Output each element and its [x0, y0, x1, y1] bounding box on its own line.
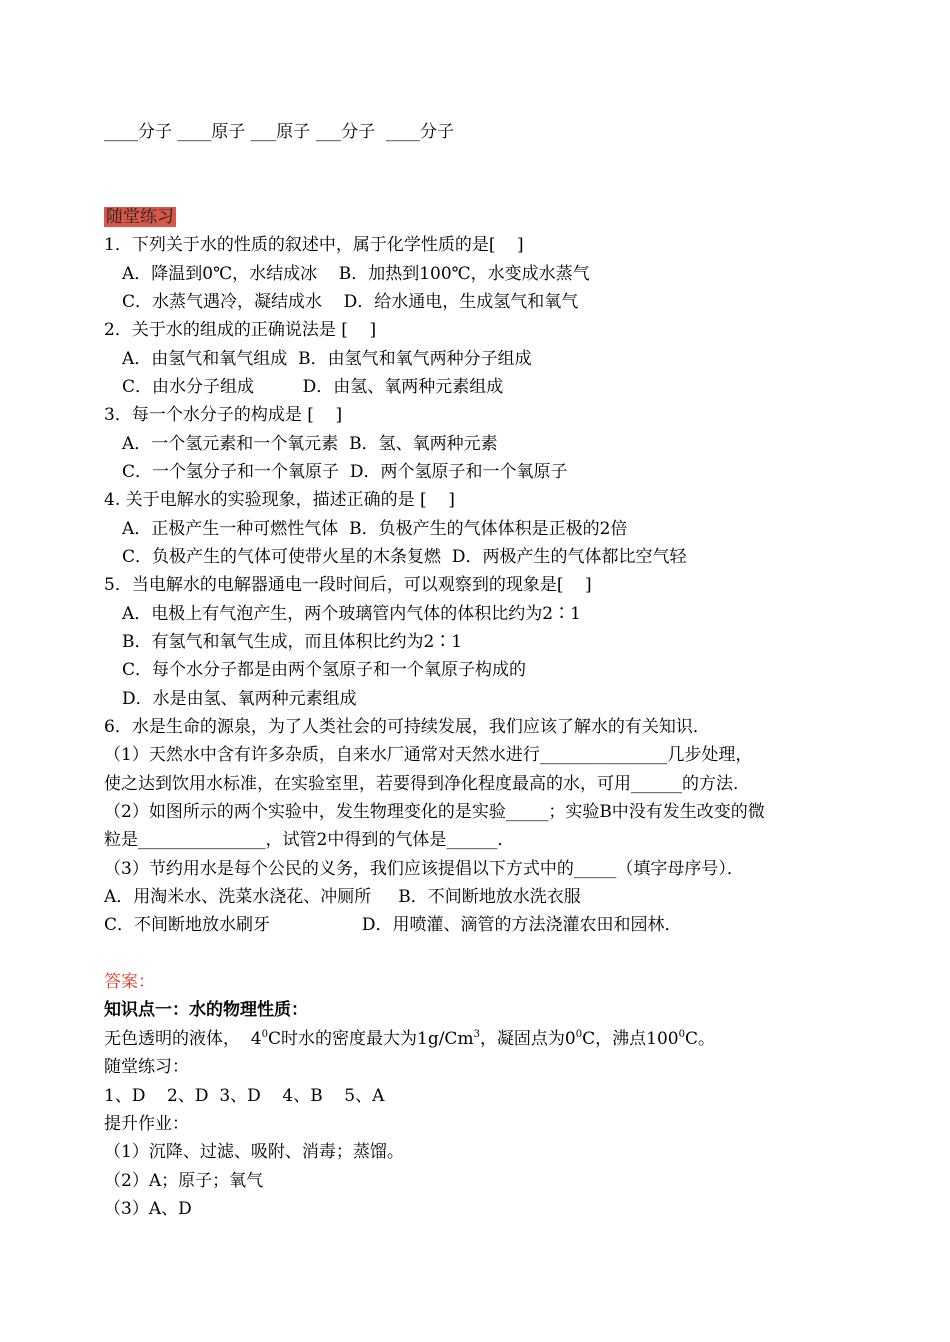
question-option: C．一个氢分子和一个氧原子 D．两个氢原子和一个氧原子	[122, 462, 568, 482]
knowledge-point-title: 知识点一：水的物理性质：	[104, 1000, 308, 1020]
top-blanks-line: ____分子 ____原子 ___原子 ___分子 ____分子	[104, 122, 455, 142]
answers-heading: 答案：	[104, 972, 155, 992]
kp-text: C，沸点100	[582, 1029, 679, 1049]
question-6-options-cd: C．不间断地放水刷牙 D．用喷灌、滴管的方法浇灌农田和园林．	[104, 915, 682, 935]
kp-text: C。	[684, 1029, 715, 1049]
question-option: C．水蒸气遇冷，凝结成水 D．给水通电，生成氢气和氧气	[122, 292, 579, 312]
question-6-part1-cont: 使之达到饮用水标准，在实验室里，若要得到净化程度最高的水，可用______的方法．	[104, 774, 750, 794]
homework-answer: （2）A；原子；氧气	[104, 1171, 264, 1191]
question-option: C．每个水分子都是由两个氢原子和一个氧原子构成的	[122, 660, 527, 680]
knowledge-point-text	[104, 1027, 715, 1051]
question-6-stem: 6．水是生命的源泉，为了人类社会的可持续发展，我们应该了解水的有关知识．	[104, 717, 710, 737]
question-option: C．由水分子组成 D．由氢、氧两种元素组成	[122, 377, 504, 397]
question-6-part3: （3）节约用水是每个公民的义务，我们应该提倡以下方式中的_____（填字母序号）．	[104, 859, 744, 879]
kp-superscript: 0	[575, 1029, 583, 1040]
question-stem: 3．每一个水分子的构成是 [ ]	[104, 405, 343, 425]
question-option: A．一个氢元素和一个氧元素 B．氢、氧两种元素	[122, 434, 498, 454]
question-stem: 1．下列关于水的性质的叙述中，属于化学性质的是[ ]	[104, 235, 524, 255]
question-6-part2: （2）如图所示的两个实验中，发生物理变化的是实验_____；实验B中没有发生改变的微	[104, 802, 765, 822]
question-option: C．负极产生的气体可使带火星的木条复燃 D．两极产生的气体都比空气轻	[122, 547, 687, 567]
homework-answer: （1）沉降、过滤、吸附、消毒；蒸馏。	[104, 1142, 404, 1162]
kp-superscript: 3	[473, 1029, 480, 1040]
practice-answers: 1、D 2、D 3、D 4、B 5、A	[104, 1086, 385, 1106]
question-6-part1: （1）天然水中含有许多杂质，自来水厂通常对天然水进行_______________几步处理，	[104, 745, 753, 765]
kp-text: 无色透明的液体， 4	[104, 1029, 262, 1049]
kp-text: C时水的密度最大为1g/Cm	[268, 1029, 474, 1049]
kp-text: ，凝固点为0	[479, 1029, 576, 1049]
question-option: A．降温到0℃，水结成冰 B．加热到100℃，水变成水蒸气	[122, 264, 590, 284]
homework-label: 提升作业：	[104, 1114, 189, 1134]
question-6-options-ab: A．用淘米水、洗菜水浇花、冲厕所 B．不间断地放水洗衣服	[104, 887, 581, 907]
question-option: B．有氢气和氧气生成，而且体积比约为2∶1	[122, 632, 463, 652]
practice-heading-label: 随堂练习	[106, 207, 174, 227]
question-stem: 4. 关于电解水的实验现象，描述正确的是 [ ]	[104, 490, 455, 510]
homework-answer: （3）A、D	[104, 1199, 192, 1219]
practice-heading	[104, 205, 176, 229]
question-6-part2-cont: 粒是_______________，试管2中得到的气体是______．	[104, 830, 515, 850]
question-stem: 5．当电解水的电解器通电一段时间后，可以观察到的现象是[ ]	[104, 575, 592, 595]
kp-superscript: 0	[678, 1029, 685, 1040]
question-stem: 2．关于水的组成的正确说法是 [ ]	[104, 320, 377, 340]
question-option: A．正极产生一种可燃性气体 B．负极产生的气体体积是正极的2倍	[122, 519, 628, 539]
question-option: A．由氢气和氧气组成 B．由氢气和氧气两种分子组成	[122, 349, 532, 369]
practice-answers-label: 随堂练习：	[104, 1057, 189, 1077]
kp-superscript: 0	[261, 1029, 268, 1040]
question-option: D．水是由氢、氧两种元素组成	[122, 689, 357, 709]
question-option: A．电极上有气泡产生，两个玻璃管内气体的体积比约为2∶1	[122, 604, 581, 624]
